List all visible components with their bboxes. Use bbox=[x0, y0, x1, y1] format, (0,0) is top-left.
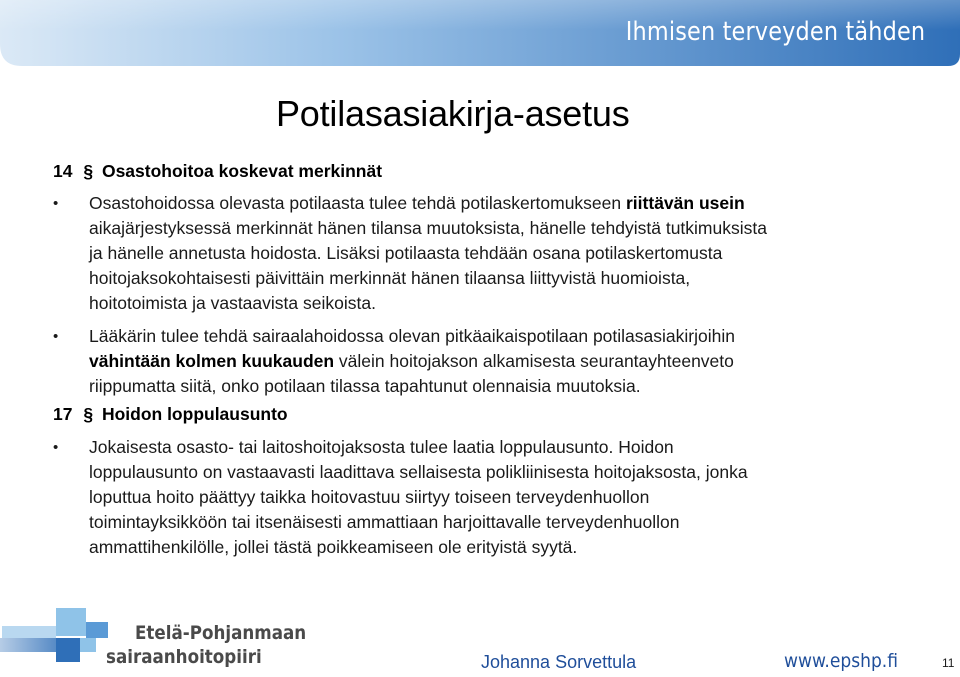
emphasis-text: riittävän usein bbox=[626, 193, 745, 213]
bullet-line: ja hänelle annetusta hoidosta. Lisäksi potilaasta tehdään osana potilaskertomusta bbox=[89, 243, 723, 263]
bullet-line: loppulausunto on vastaavasti laadittava sellaisesta polikliinisesta hoitojaksosta, jonka bbox=[89, 462, 748, 482]
section-title: Osastohoitoa koskevat merkinnät bbox=[101, 161, 383, 181]
slide-title: Potilasasiakirja-asetus bbox=[276, 93, 630, 134]
section-heading-17 bbox=[53, 401, 933, 427]
bullet-line: ammattihenkilölle, jollei tästä poikkeamiseen ole erityistä syytä. bbox=[89, 537, 578, 557]
bullet-item bbox=[53, 191, 933, 316]
bullet-dot: • bbox=[53, 195, 59, 212]
bullet-line: loputtua hoito päättyy taikka hoitovastuu siirtyy toiseen terveydenhuollon bbox=[89, 487, 650, 507]
section-number: 17 bbox=[53, 404, 73, 424]
bullet-line: hoitotoimista ja vastaavista seikoista. bbox=[89, 293, 376, 313]
organization-name-line-2: sairaanhoitopiiri bbox=[106, 646, 262, 668]
bullet-dot: • bbox=[53, 439, 59, 456]
bullet-line: vähintään kolmen kuukauden välein hoitojakson alkamisesta seurantayhteenveto bbox=[89, 351, 734, 371]
section-title: Hoidon loppulausunto bbox=[101, 404, 288, 424]
emphasis-text: vähintään kolmen kuukauden bbox=[89, 351, 335, 371]
bullet-line: riippumatta siitä, onko potilaan tilassa tapahtunut olennaisia muutoksia. bbox=[89, 376, 641, 396]
website-link[interactable]: www.epshp.fi bbox=[784, 650, 899, 672]
bullet-dot: • bbox=[53, 328, 59, 345]
section-sign: § bbox=[83, 404, 94, 424]
section-sign: § bbox=[83, 161, 94, 181]
bullet-line: aikajärjestyksessä merkinnät hänen tilansa muutoksista, hänelle tehdyistä tutkimuksista bbox=[89, 218, 767, 238]
bullet-line: Jokaisesta osasto- tai laitoshoitojaksosta tulee laatia loppulausunto. Hoidon bbox=[89, 437, 674, 457]
bullet-line: Lääkärin tulee tehdä sairaalahoidossa olevan pitkäaikaispotilaan potilasasiakirjoihin bbox=[89, 326, 735, 346]
page-number: 11 bbox=[942, 656, 955, 670]
slide-content bbox=[53, 158, 933, 560]
author-name: Johanna Sorvettula bbox=[481, 652, 637, 672]
organization-name-line-1: Etelä-Pohjanmaan bbox=[135, 622, 307, 644]
section-number: 14 bbox=[53, 161, 73, 181]
bullet-item bbox=[53, 324, 933, 399]
bullet-item bbox=[53, 435, 933, 560]
bullet-line: hoitojaksokohtaisesti päivittäin merkinnät hänen tilaansa liittyvistä huomioista, bbox=[89, 268, 691, 288]
bullet-line: toimintayksikköön tai itsenäisesti ammattiaan harjoittavalle terveydenhuollon bbox=[89, 512, 680, 532]
section-heading-14 bbox=[53, 158, 933, 184]
bullet-line: Osastohoidossa olevasta potilaasta tulee tehdä potilaskertomukseen riittävän usein bbox=[89, 193, 745, 213]
header-tagline: Ihmisen terveyden tähden bbox=[625, 17, 925, 47]
